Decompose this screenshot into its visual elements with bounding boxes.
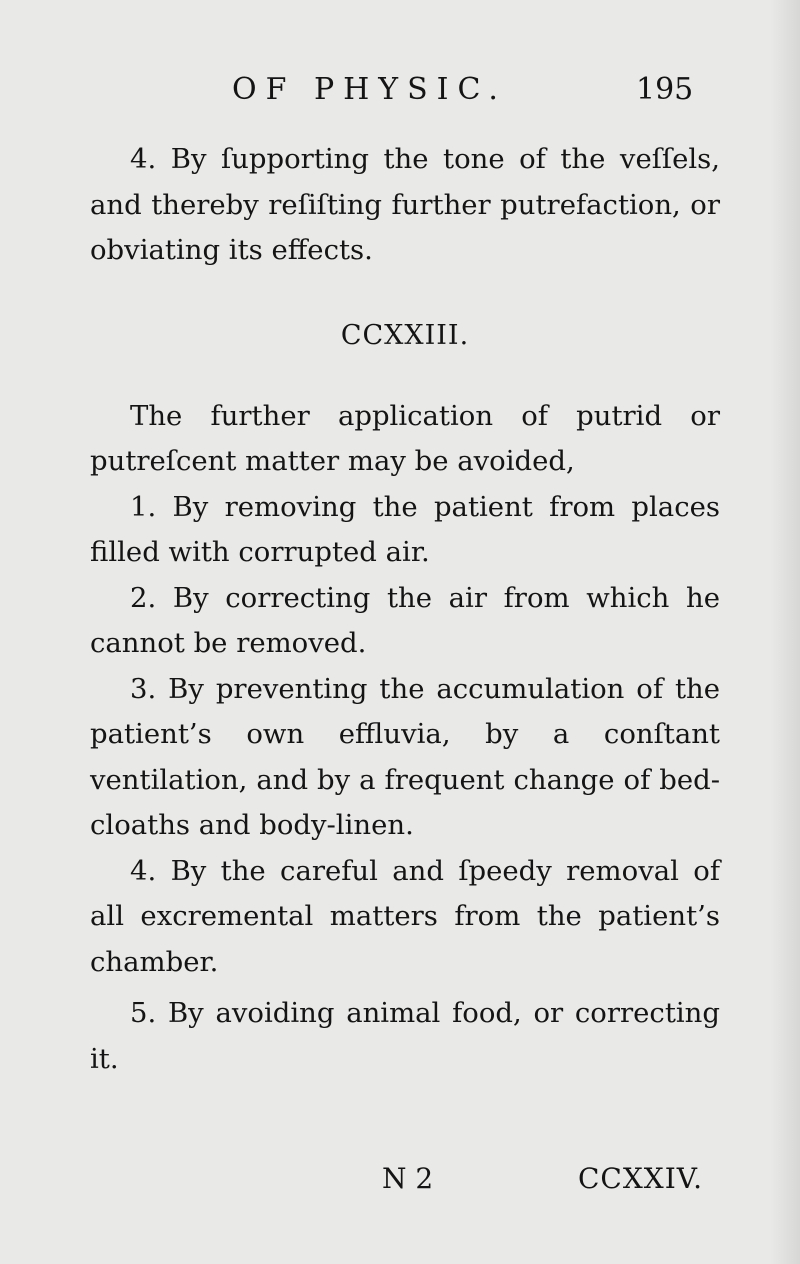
page-body xyxy=(90,137,720,1082)
list-item-2: 2. By correcting the air from which he cannot be removed. xyxy=(90,581,720,659)
paragraph-lead: The further application of putrid or putreſcent matter may be avoided, xyxy=(90,399,720,477)
paragraph-intro: 4. By ſupporting the tone of the veſſels, and thereby reſiſting further putrefaction, or obviating its effects. xyxy=(90,143,720,266)
list-item-5: 5. By avoiding animal food, or correcting it. xyxy=(90,997,720,1075)
page-footer xyxy=(0,1162,800,1206)
list-item-4: 4. By the careful and ſpeedy removal of all excremental matters from the patient’s chamber. xyxy=(90,854,720,978)
page-header xyxy=(0,72,800,116)
page-number: 195 xyxy=(636,72,694,107)
signature-mark: N 2 xyxy=(382,1162,434,1195)
catchword: CCXXIV. xyxy=(578,1162,704,1195)
running-head: OF PHYSIC. xyxy=(232,72,507,107)
list-item-3: 3. By preventing the accumulation of the patient’s own effluvia, by a conſtant ventilation, and by a frequent change of bed-cloaths and body-linen. xyxy=(90,672,720,841)
section-heading: CCXXIII. xyxy=(340,319,470,351)
list-item-1: 1. By removing the patient from places filled with corrupted air. xyxy=(90,490,720,568)
page-edge-shadow xyxy=(770,0,800,1264)
